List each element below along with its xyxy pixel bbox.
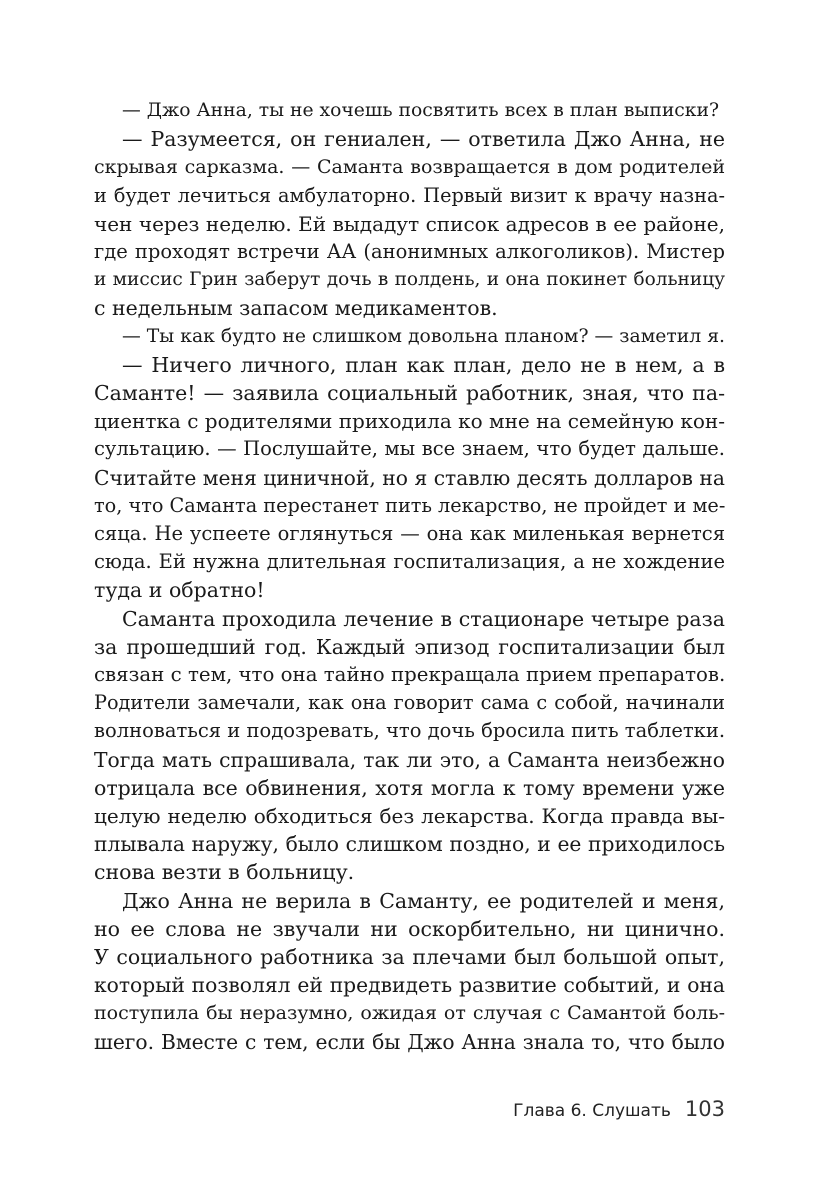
chapter-title: Глава 6. Слушать	[513, 1101, 671, 1121]
text-line: сультацию. — Послушайте, мы все знаем, что будет дальше.	[94, 437, 725, 461]
text-line: чен через неделю. Ей выдадут список адресов в ее районе,	[94, 211, 725, 236]
text-line: Саманте! — заявила социальный работник, зная, что па-	[94, 381, 725, 405]
running-footer	[513, 1097, 725, 1121]
text-line: Считайте меня циничной, но я ставлю десять долларов на	[94, 465, 725, 490]
text-line: то, что Саманта перестанет пить лекарство, не пройдет и ме-	[94, 493, 726, 517]
text-line: который позволял ей предвидеть развитие событий, и она	[94, 973, 725, 998]
text-line: отрицала все обвинения, хотя могла к тому времени уже	[94, 775, 725, 800]
text-line: — Джо Анна, ты не хочешь посвятить всех в план выписки?	[122, 100, 720, 121]
text-line: сяца. Не успеете оглянуться — она как миленькая вернется	[94, 522, 725, 545]
text-line: за прошедший год. Каждый эпизод госпитализации был	[94, 634, 725, 659]
text-line: туда и обратно!	[94, 578, 265, 603]
text-line: целую неделю обходиться без лекарства. Когда правда вы-	[94, 804, 725, 828]
text-line: но ее слова не звучали ни оскорбительно, ни цинично.	[94, 916, 725, 941]
text-line: сюда. Ей нужна длительная госпитализация, а не хождение	[94, 550, 725, 574]
text-line: Саманта проходила лечение в стационаре четыре раза	[122, 606, 725, 631]
text-line: — Разумеется, он гениален, — ответила Джо Анна, не	[122, 127, 725, 152]
text-line: поступила бы неразумно, ожидая от случая с Самантой боль-	[94, 1002, 725, 1025]
text-line: шего. Вместе с тем, если бы Джо Анна знала то, что было	[94, 1029, 725, 1054]
text-line: снова везти в больницу.	[94, 860, 355, 885]
text-line: и миссис Грин заберут дочь в полдень, и она покинет больницу	[94, 269, 725, 291]
text-line: циентка с родителями приходила ко мне на семейную кон-	[94, 409, 725, 434]
text-line: У социального работника за плечами был большой опыт,	[94, 945, 725, 969]
text-line: — Ничего личного, план как план, дело не в нем, а в	[122, 352, 725, 377]
text-line: Тогда мать спрашивала, так ли это, а Саманта неизбежно	[94, 747, 725, 772]
text-line: Родители замечали, как она говорит сама с собой, начинали	[94, 691, 725, 715]
text-line: Джо Анна не верила в Саманту, ее родителей и меня,	[122, 888, 725, 913]
text-line: связан с тем, что она тайно прекращала прием препаратов.	[94, 663, 726, 686]
text-line: и будет лечиться амбулаторно. Первый визит к врачу назна-	[94, 183, 725, 207]
text-line: — Ты как будто не слишком довольна планом? — заметил я.	[122, 325, 725, 347]
page-number: 103	[684, 1097, 725, 1121]
text-line: волноваться и подозревать, что дочь бросила пить таблетки.	[94, 719, 726, 743]
text-line: плывала наружу, было слишком поздно, и ее приходилось	[94, 832, 725, 857]
text-line: где проходят встречи АА (анонимных алкоголиков). Мистер	[94, 240, 725, 263]
text-line: с недельным запасом медикаментов.	[94, 296, 498, 321]
text-line: скрывая сарказма. — Саманта возвращается в дом родителей	[94, 156, 725, 179]
